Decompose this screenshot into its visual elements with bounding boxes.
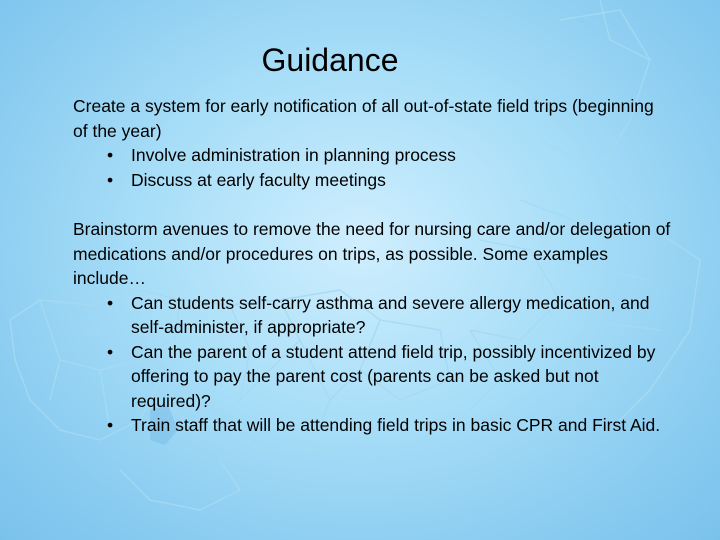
list-item [73, 340, 673, 414]
bullet-icon: • [107, 169, 114, 190]
slide-title [0, 42, 660, 79]
list-item [73, 143, 673, 168]
bullet-icon: • [107, 415, 114, 435]
list-item [73, 168, 673, 193]
intro-paragraph-notification: Create a system for early notification of all out-of-state field trips (beginning of the year) [73, 96, 654, 141]
bullet-list-notification [73, 143, 673, 192]
list-item [73, 291, 673, 340]
bullet-text: Train staff that will be attending field trips in basic CPR and First Aid. [131, 415, 661, 435]
bullet-icon: • [107, 341, 114, 362]
bullet-text: Can students self-carry asthma and severe allergy medication, and self-administer, if appropriate? [131, 292, 650, 337]
slide-body [73, 94, 673, 438]
bullet-icon: • [107, 145, 114, 165]
bullet-icon: • [107, 292, 114, 313]
bullet-text: Discuss at early faculty meetings [131, 169, 386, 190]
bullet-text: Can the parent of a student attend field trip, possibly incentivized by offering to pay the parent cost (parents can be asked but not required)? [131, 341, 656, 411]
intro-paragraph-brainstorm: Brainstorm avenues to remove the need for nursing care and/or delegation of medications and/or procedures on trips, as possible. Some examples include… [73, 219, 671, 288]
list-item [73, 413, 673, 438]
bullet-list-examples [73, 291, 673, 438]
paragraph-spacer [73, 192, 673, 217]
title-text: Guidance [261, 42, 399, 78]
bullet-text: Involve administration in planning process [131, 145, 456, 165]
